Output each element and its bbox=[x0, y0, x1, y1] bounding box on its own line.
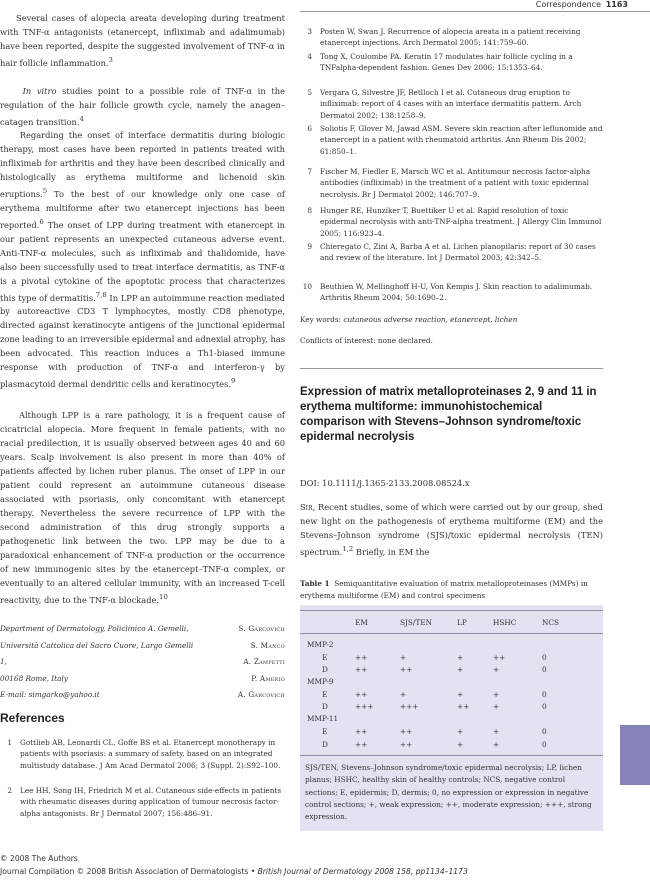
references-heading: References bbox=[0, 711, 65, 725]
footer-copyright: © 2008 The Authors bbox=[0, 854, 78, 863]
table-cell: + bbox=[457, 690, 464, 699]
reference-item: 5 Vergara G, Silvestre JF, Betlloch I et al. Cutaneous drug eruption to infliximab: report of 4 cases with an interface dermatitis pattern. Arch Dermatol 2002; 138:1258–9. bbox=[307, 88, 582, 120]
section-tab-marker bbox=[620, 725, 650, 785]
table-cell: + bbox=[493, 740, 500, 749]
reference-item: 1 Gottlieb AB, Leonardi CL, Goffe BS et al. Etanercept monotherapy in patients with psoriasis: a summary of safety, based on an integrated multistudy database. J Am Acad Dermatol 2006; 3 (Suppl. 2):S92–100. bbox=[7, 738, 281, 770]
column-header: NCS bbox=[542, 618, 559, 627]
table-cell: 0 bbox=[542, 702, 547, 711]
column-header: EM bbox=[355, 618, 368, 627]
table-row-label: E bbox=[322, 727, 328, 736]
table-cell: + bbox=[457, 740, 464, 749]
table-cell: + bbox=[457, 665, 464, 674]
table-cell: + bbox=[493, 665, 500, 674]
table-caption: Table 1 Semiquantitative evaluation of matrix metalloproteinases (MMPs) in erythema multiforme (EM) and control specimens bbox=[300, 579, 588, 600]
doi[interactable]: DOI: 10.1111/j.1365-2133.2008.08524.x bbox=[300, 478, 470, 488]
table-cell: +++ bbox=[355, 702, 374, 711]
table-cell: + bbox=[457, 727, 464, 736]
affiliation-block bbox=[0, 621, 285, 699]
table-group-label: MMP-11 bbox=[307, 714, 339, 723]
reference-item: 8 Hunger RE, Hunziker T, Buettiker U et al. Rapid resolution of toxic epidermal necrolysis with anti-TNF-alpha treatment. J Allergy Clin Immunol 2005; 116:923–4. bbox=[307, 206, 602, 238]
article-separator bbox=[300, 368, 603, 369]
reference-item: 7 Fischer M, Fiedler E, Marsch WC et al. Antitumour necrosis factor-alpha antibodies (infliximab) in the treatment of a patient with toxic epidermal necrolysis. Br J Dermatol 2002; 146:707–9. bbox=[307, 167, 591, 199]
page-number: 1163 bbox=[605, 0, 628, 9]
article-intro-paragraph: Sir, Recent studies, some of which were carried out by our group, shed new light on the pathogenesis of erythema multiforme (EM) and the Stevens–Johnson syndrome (SJS)/toxic epidermal necrolysis (TEN) spectrum.$^{1,2}$ Briefly, in EM the bbox=[300, 502, 603, 557]
table-cell: ++ bbox=[400, 665, 413, 674]
table-cell: ++ bbox=[400, 740, 413, 749]
citation: 1,2 bbox=[342, 545, 354, 553]
author: S. Manco bbox=[250, 640, 285, 650]
table-group-label: MMP-9 bbox=[307, 677, 334, 686]
table-rule bbox=[300, 755, 603, 756]
paragraph-alopecia: Several cases of alopecia areata developing during treatment with TNF-α antagonists (etanercept, infliximab and adalimumab) have been reported, despite the suggested involvement of TNF-α in hair follicle inflammation.$^3$ bbox=[0, 13, 285, 68]
table-cell: ++ bbox=[400, 727, 413, 736]
reference-item: 3 Posten W, Swan J. Recurrence of alopecia areata in a patient receiving etanercept injections. Arch Dermatol 2005; 141:759–60. bbox=[307, 27, 581, 48]
table-cell: + bbox=[400, 653, 407, 662]
article-title: Expression of matrix metalloproteinases 2, 9 and 11 in erythema multiforme: immunohistochemical comparison with Stevens–Johnson syndrome/toxic epidermal necrolysis bbox=[300, 386, 597, 443]
table-cell: + bbox=[493, 727, 500, 736]
footer-journal: Journal Compilation © 2008 British Association of Dermatologists • British Journal of Dermatology 2008 158, pp1134–1173 bbox=[0, 867, 468, 876]
column-header: SJS/TEN bbox=[400, 618, 432, 627]
reference-item: 6 Soliotis F, Glover M, Jawad ASM. Severe skin reaction after leflunomide and etanercept in a patient with rheumatoid arthritis. Ann Rheum Dis 2002; 61:850–1. bbox=[307, 124, 603, 156]
table-cell: 0 bbox=[542, 690, 547, 699]
table-row-label: D bbox=[322, 702, 328, 711]
column-header: HSHC bbox=[493, 618, 517, 627]
table-row-label: E bbox=[322, 653, 328, 662]
citation: 4 bbox=[79, 115, 84, 123]
table-cell: 0 bbox=[542, 653, 547, 662]
paragraph-interface-dermatitis: Regarding the onset of interface dermatitis during biologic therapy, most cases have been reported in patients treated with infliximab for arthritis and they have been described clinically and histologically as erythema multiforme and lichenoid skin eruptions.$^5$ To the best of our knowledge only one case of erythema multiforme after two etanercept injections has been reported.$^6$ The onset of LPP during treatment with etanercept in our patient represents an unexpected cutaneous adverse event. Anti-TNF-α molecules, such as infliximab and thalidomide, have also been successfully used to treat interface dermatitis, as TNF-α is a pivotal cytokine of the apoptotic process that characterizes this type of dermatitis.$^{7,8}$ In LPP an autoimmune reaction mediated by autoreactive CD3 T lymphocytes, mostly CD8 phenotype, directed against keratinocyte antigens of the junctional epidermal zone leading to an irreversible epidermal and adnexial atrophy, has been advocated. This reaction induces a Th1-biased immune response with production of TNF-α and interferon-γ by plasmacytoid dermal dendritic cells and keratinocytes.$^9$ bbox=[0, 130, 285, 390]
citation: 5 bbox=[42, 187, 48, 195]
table-cell: + bbox=[493, 702, 500, 711]
reference-item: 2 Lee HH, Song IH, Friedrich M et al. Cutaneous side-effects in patients with rheumatic diseases during application of tumour necrosis factor-alpha antagonists. Br J Dermatol 2007; 156:486–91. bbox=[7, 786, 282, 818]
author: S. Garcovich bbox=[238, 624, 285, 633]
table-cell: + bbox=[457, 653, 464, 662]
author: P. Amerio bbox=[251, 673, 285, 683]
column-header: LP bbox=[457, 618, 467, 627]
table-cell: ++ bbox=[457, 702, 470, 711]
table-rule bbox=[300, 633, 603, 634]
keywords: Key words: cutaneous adverse reaction, etanercept, lichen bbox=[300, 315, 518, 324]
conflicts-of-interest: Conflicts of interest: none declared. bbox=[300, 336, 433, 345]
table-cell: 0 bbox=[542, 740, 547, 749]
table-cell: + bbox=[493, 690, 500, 699]
table-rule bbox=[300, 610, 603, 611]
table-cell: ++ bbox=[355, 653, 368, 662]
citation: 10 bbox=[159, 593, 168, 601]
table-cell: 0 bbox=[542, 665, 547, 674]
reference-item: 9 Chieregato C, Zini A, Barba A et al. Lichen planopilaris: report of 30 cases and review of the literature. Int J Dermatol 2003; 42:342–5. bbox=[307, 242, 596, 263]
citation: 6 bbox=[39, 217, 44, 226]
paragraph-in-vitro: In vitro studies point to a possible role of TNF-α in the regulation of the hair follicle growth cycle, namely the anagen–catagen transition.$^4$ bbox=[0, 86, 285, 127]
table-cell: ++ bbox=[355, 727, 368, 736]
citation: 3 bbox=[108, 56, 113, 64]
reference-item: 10 Beuthien W, Mellinghoff H-U, Von Kempis J. Skin reaction to adalimumab. Arthritis Rheum 2004; 50:1690–2. bbox=[302, 282, 593, 303]
table-row-label: D bbox=[322, 740, 328, 749]
citation: 7,8 bbox=[95, 290, 107, 299]
table-group-label: MMP-2 bbox=[307, 640, 334, 649]
paragraph-lpp: Although LPP is a rare pathology, it is a frequent cause of cicatricial alopecia. More frequent in female patients, with no racial predilection, it is usually observed between ages 40 and 60 years. Scalp involvement is also present in more than 40% of patients affected by lichen ruber planus. The onset of LPP in our patient could represent an autoimmune cutaneous disease associated with psoriasis, only concomitant with etanercept therapy. Nevertheless the severe recurrence of LPP with the second administration of this drug strongly supports a pathogenetic link between the two. LPP may be due to a paradoxical enhancement of TNF-α production or the occurrence of new immunogenic sites by the etanercept–TNF-α complex, or eventually to an altered cellular immunity, with an increased T-cell reactivity, due to the TNF-α blockade.$^{10}$ bbox=[0, 410, 285, 605]
table-cell: 0 bbox=[542, 727, 547, 736]
table-cell: ++ bbox=[355, 690, 368, 699]
table-row-label: D bbox=[322, 665, 328, 674]
table-footnote: SJS/TEN, Stevens–Johnson syndrome/toxic epidermal necrolysis; LP, lichen planus; HSHC, healthy skin of healthy controls; NCS, negative control sections; E, epidermis; D, dermis; 0, no expression or expression in negative control sections; +, weak expression; ++, moderate expression; +++, strong expression. bbox=[305, 763, 592, 822]
author: A. Zampetti bbox=[243, 657, 285, 666]
reference-item: 4 Tong X, Coulombe PA. Keratin 17 modulates hair follicle cycling in a TNFalpha-dependent fashion. Genes Dev 2006; 15:1353–64. bbox=[307, 52, 573, 73]
table-cell: ++ bbox=[355, 665, 368, 674]
header-rule bbox=[300, 11, 650, 12]
table-cell: +++ bbox=[400, 702, 419, 711]
author: A. Garcovich bbox=[237, 690, 285, 699]
table-row-label: E bbox=[322, 690, 328, 699]
table-cell: + bbox=[400, 690, 407, 699]
table-cell: ++ bbox=[493, 653, 506, 662]
section-name: Correspondence bbox=[535, 0, 601, 9]
affiliation-address: Department of Dermatology, Policlinico A. Gemelli, Università Cattolica del Sacro Cuore, Largo Gemelli 1, 00168 Rome, Italy E-mail: simgarko@yahoo.it bbox=[0, 621, 195, 704]
table-cell: ++ bbox=[355, 740, 368, 749]
author-list bbox=[238, 621, 285, 704]
citation: 9 bbox=[230, 377, 236, 386]
email[interactable]: E-mail: simgarko@yahoo.it bbox=[0, 690, 100, 699]
